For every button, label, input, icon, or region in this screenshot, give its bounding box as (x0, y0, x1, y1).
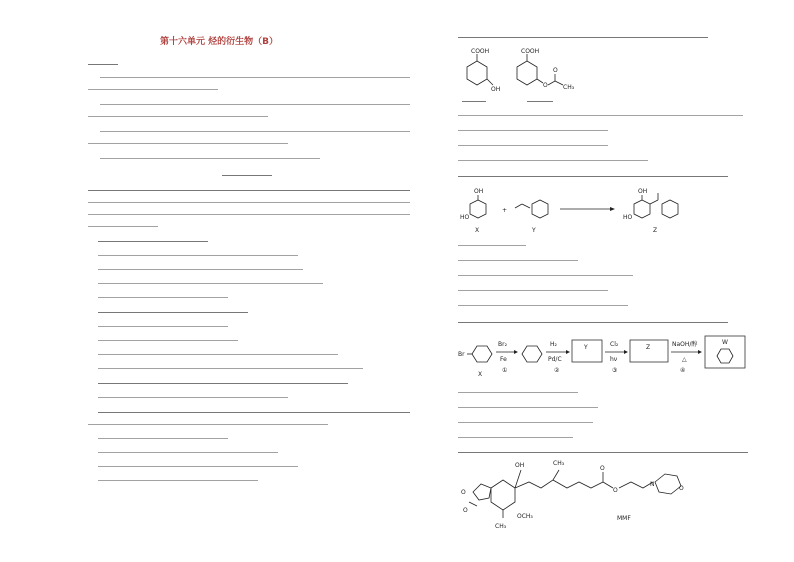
question-stem (458, 245, 526, 246)
text-line (88, 89, 218, 90)
oh-label: OH (491, 86, 501, 93)
svg-text:N: N (650, 481, 655, 488)
option-line (98, 269, 303, 270)
question-stem (98, 383, 348, 384)
option-line (98, 452, 278, 453)
text-line (100, 104, 410, 105)
question-stem (98, 312, 248, 313)
q6-reaction (460, 186, 735, 238)
option-line (98, 340, 238, 341)
option-line (458, 115, 743, 116)
text-line (88, 116, 268, 117)
text-line (88, 143, 288, 144)
structure-name (527, 101, 553, 102)
svg-text:OCH₃: OCH₃ (517, 513, 533, 520)
question-stem (458, 37, 708, 38)
svg-text:①: ① (502, 367, 508, 374)
cooh-label: COOH (471, 48, 490, 55)
q7-scheme (458, 332, 758, 390)
text-line (100, 131, 410, 132)
option-line (98, 466, 298, 467)
text-line (88, 214, 410, 215)
notice-heading (88, 64, 118, 65)
option-line (98, 283, 323, 284)
svg-text:OH: OH (515, 462, 525, 469)
structure-name (462, 101, 486, 102)
svg-text:O: O (461, 489, 466, 496)
svg-text:HO: HO (460, 214, 470, 221)
question-stem (458, 176, 728, 177)
option-line (458, 145, 608, 146)
svg-text:HO: HO (623, 214, 633, 221)
text-line (100, 77, 410, 78)
page-title: 第十六单元 烃的衍生物（B） (160, 37, 278, 47)
option-line (458, 160, 648, 161)
option-line (458, 290, 608, 291)
option-line (98, 368, 363, 369)
option-line (98, 297, 228, 298)
svg-text:hν: hν (610, 356, 618, 363)
option-line (98, 255, 298, 256)
mmf-label: MMF (617, 515, 631, 522)
carbonyl-o-label: O (553, 67, 558, 74)
svg-text:O: O (613, 487, 618, 494)
text-line (100, 158, 320, 159)
svg-text:W: W (722, 339, 728, 346)
svg-text:Br₂: Br₂ (498, 341, 507, 348)
option-line (458, 305, 628, 306)
option-line (98, 354, 338, 355)
svg-text:O: O (679, 485, 684, 492)
ester-o-label: O (543, 82, 548, 89)
option-line (458, 275, 633, 276)
svg-text:Cl₂: Cl₂ (610, 341, 619, 348)
text-line (88, 202, 410, 203)
option-line (458, 130, 608, 131)
svg-text:CH₃: CH₃ (553, 460, 565, 467)
svg-text:X: X (478, 371, 483, 378)
question-stem (458, 452, 748, 453)
question-stem (458, 322, 728, 323)
methyl-label: CH₃ (563, 84, 575, 91)
option-line (458, 437, 573, 438)
question-stem (98, 241, 208, 242)
text-line (88, 424, 328, 425)
svg-text:H₂: H₂ (550, 341, 557, 348)
svg-text:Pd/C: Pd/C (548, 356, 562, 363)
part-heading (222, 175, 272, 176)
option-line (458, 422, 593, 423)
svg-text:OH: OH (474, 188, 484, 195)
svg-text:④: ④ (680, 367, 686, 374)
svg-text:Br: Br (458, 351, 465, 358)
compound-x-label: X (475, 227, 480, 234)
compound-y-label: Y (532, 227, 536, 234)
section-intro (88, 190, 410, 191)
compound-z-label: Z (653, 227, 658, 234)
svg-text:CH₃: CH₃ (495, 523, 507, 530)
svg-text:O: O (600, 465, 605, 472)
svg-text:Y: Y (584, 344, 588, 351)
svg-text:Z: Z (646, 344, 651, 351)
cooh-label: COOH (521, 48, 540, 55)
option-line (458, 407, 598, 408)
option-line (98, 397, 288, 398)
svg-text:③: ③ (612, 367, 618, 374)
text-line (88, 226, 158, 227)
question-stem (98, 412, 410, 413)
q8-mmf-structure (455, 458, 740, 533)
svg-text:+: + (502, 207, 508, 214)
svg-text:NaOH/醇: NaOH/醇 (672, 341, 698, 348)
option-line (98, 480, 258, 481)
svg-text:OH: OH (638, 188, 648, 195)
svg-text:②: ② (554, 367, 560, 374)
option-line (98, 438, 228, 439)
svg-text:O: O (463, 507, 468, 514)
option-line (458, 260, 578, 261)
svg-text:△: △ (682, 356, 687, 363)
option-line (98, 326, 228, 327)
svg-text:Fe: Fe (500, 356, 507, 363)
option-line (458, 392, 578, 393)
